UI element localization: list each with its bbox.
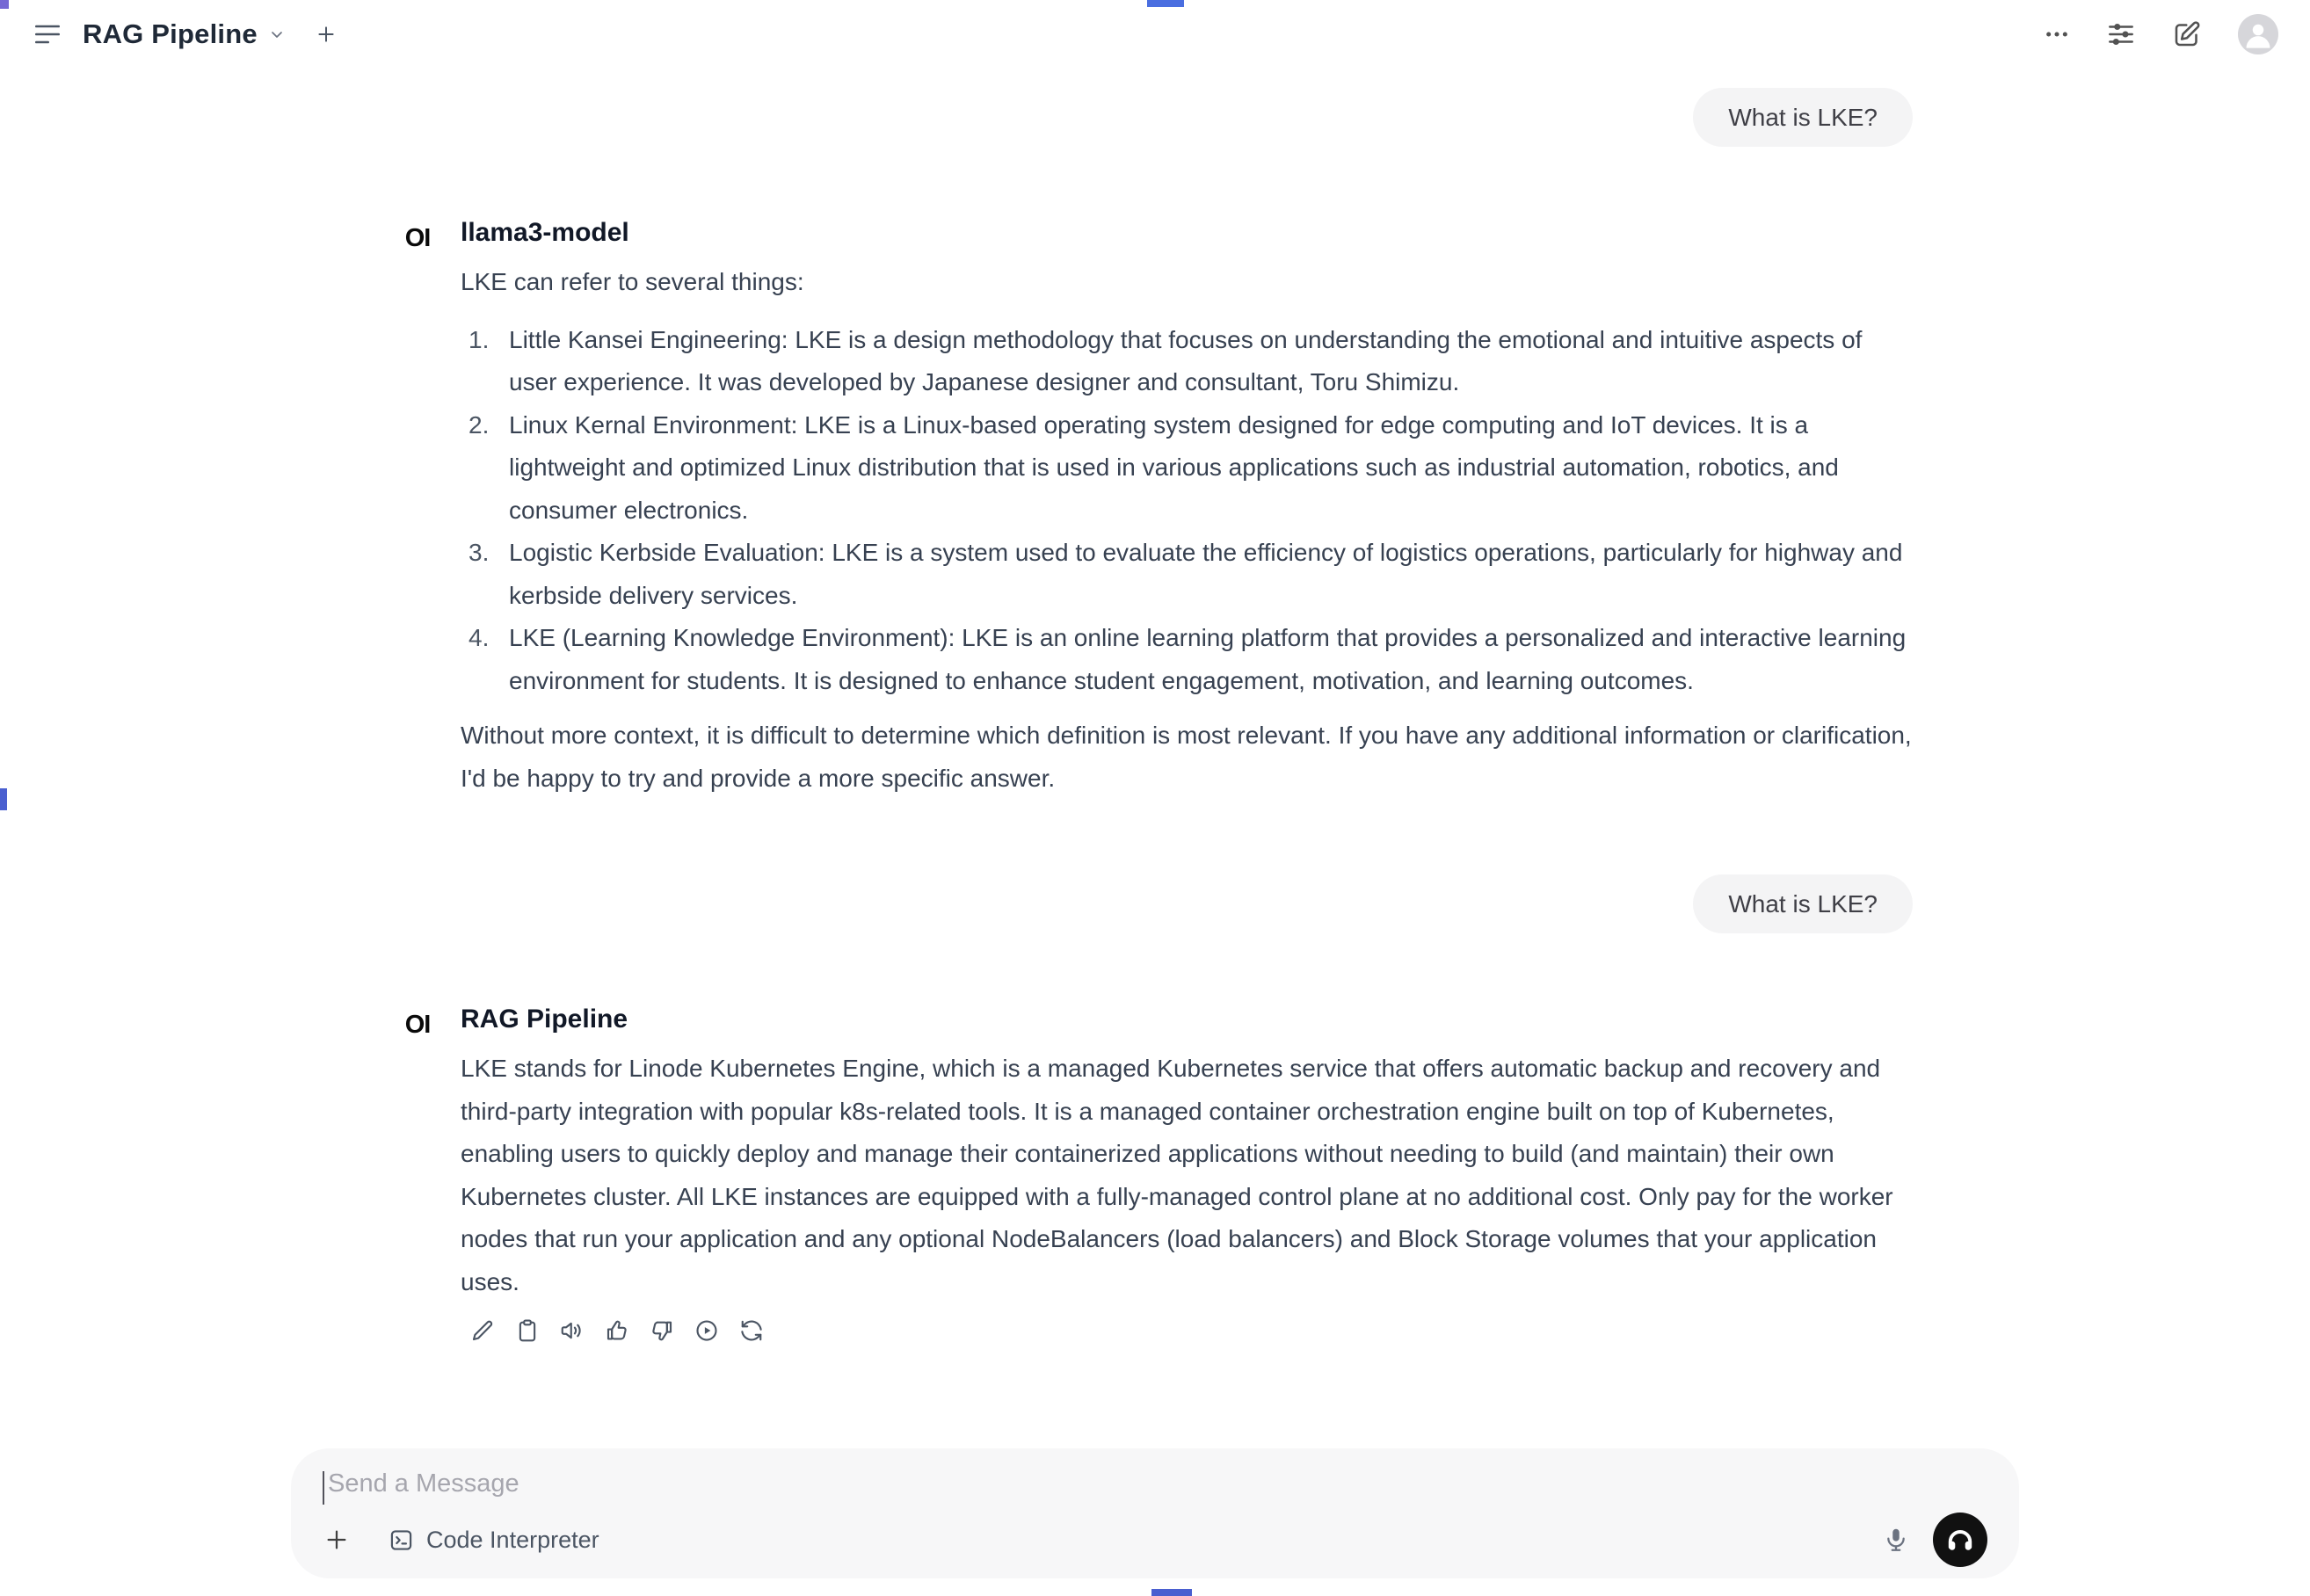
microphone-icon[interactable] [1882,1526,1910,1554]
screen-edge-marker [0,788,7,810]
assistant-closing-text: Without more context, it is difficult to determine which definition is most relevant. If you have any additional information or clarification, I'd be happy to try and provide a more specific answer. [461,722,1912,792]
terminal-icon [388,1527,415,1554]
screen-edge-marker [0,0,9,9]
assistant-body-text: LKE stands for Linode Kubernetes Engine, which is a managed Kubernetes service that offers automatic backup and recovery and third-party integration with popular k8s-related tools. It is a managed container orchestration engine built on top of Kubernetes, enabling users to quickly deploy and manage their containerized applications without needing to build (and maintain) their own Kubernetes cluster. All LKE instances are equipped with a fully-managed control plane at no additional cost. Only pay for the worker nodes that run your application and any optional NodeBalancers (load balancers) and Block Storage volumes that your application uses. [461,1055,1893,1295]
edit-icon[interactable] [469,1317,496,1344]
list-item [461,319,1913,404]
regenerate-icon[interactable] [738,1317,765,1344]
list-item-marker: 3. [469,539,490,566]
more-options-icon[interactable] [2043,20,2071,48]
chat-title: RAG Pipeline [83,18,258,49]
model-name: RAG Pipeline [461,1005,628,1034]
user-avatar[interactable] [2238,14,2278,54]
list-item [461,404,1913,533]
screen-edge-marker [1151,1589,1192,1596]
attach-plus-icon[interactable] [323,1526,351,1554]
model-name: llama3-model [461,218,629,247]
bad-response-icon[interactable] [649,1317,675,1344]
list-item-text: Logistic Kerbside Evaluation: LKE is a system used to evaluate the efficiency of logistics operations, particularly for highway and kerbside delivery services. [509,539,1903,609]
call-mode-button[interactable] [1933,1513,1987,1567]
list-item-marker: 1. [469,325,490,353]
list-item-text: Linux Kernal Environment: LKE is a Linux-based operating system designed for edge computing and IoT devices. It is a lightweight and optimized Linux distribution that is used in various applications such as industrial automation, robotics, and consumer electronics. [509,410,1839,524]
copy-icon[interactable] [514,1317,541,1344]
list-item [461,617,1913,702]
model-logo-oi: OI [404,1010,431,1039]
list-item-text: Little Kansei Engineering: LKE is a design methodology that focuses on understanding the emotional and intuitive aspects of user experience. It was developed by Japanese designer and consultant, Toru Shimizu. [509,325,1863,395]
assistant-message [397,218,1913,800]
list-item-marker: 4. [469,624,490,651]
list-item [461,532,1913,617]
read-aloud-icon[interactable] [559,1317,585,1344]
good-response-icon[interactable] [604,1317,630,1344]
assistant-message [397,1005,1913,1344]
list-item-text: LKE (Learning Knowledge Environment): LKE is an online learning platform that provides a personalized and interactive learning environment for students. It is designed to enhance student engagement, motivation, and learning outcomes. [509,624,1907,694]
code-interpreter-label: Code Interpreter [426,1526,599,1553]
new-tab-plus-icon[interactable] [314,22,338,47]
text-caret [323,1471,324,1505]
chat-column [397,0,1913,1596]
code-interpreter-toggle[interactable] [388,1527,599,1554]
controls-icon[interactable] [2106,19,2136,49]
definition-list [461,319,1913,703]
menu-icon[interactable] [32,18,63,50]
continue-response-icon[interactable] [694,1317,720,1344]
message-input[interactable] [323,1469,1987,1498]
user-message-bubble [1693,88,1913,147]
message-composer [291,1448,2019,1578]
chat-title-dropdown[interactable] [83,18,287,50]
assistant-intro-text: LKE can refer to several things: [461,268,804,295]
user-message-bubble [1693,874,1913,933]
chevron-down-icon [266,24,287,45]
screen-edge-marker [1147,0,1184,7]
headphones-icon [1944,1524,1976,1556]
user-message-text: What is LKE? [1728,889,1878,918]
message-actions-row [469,1317,1913,1344]
list-item-marker: 2. [469,410,490,439]
user-message-text: What is LKE? [1728,103,1878,131]
model-logo-oi: OI [404,223,431,252]
new-chat-icon[interactable] [2171,18,2203,50]
